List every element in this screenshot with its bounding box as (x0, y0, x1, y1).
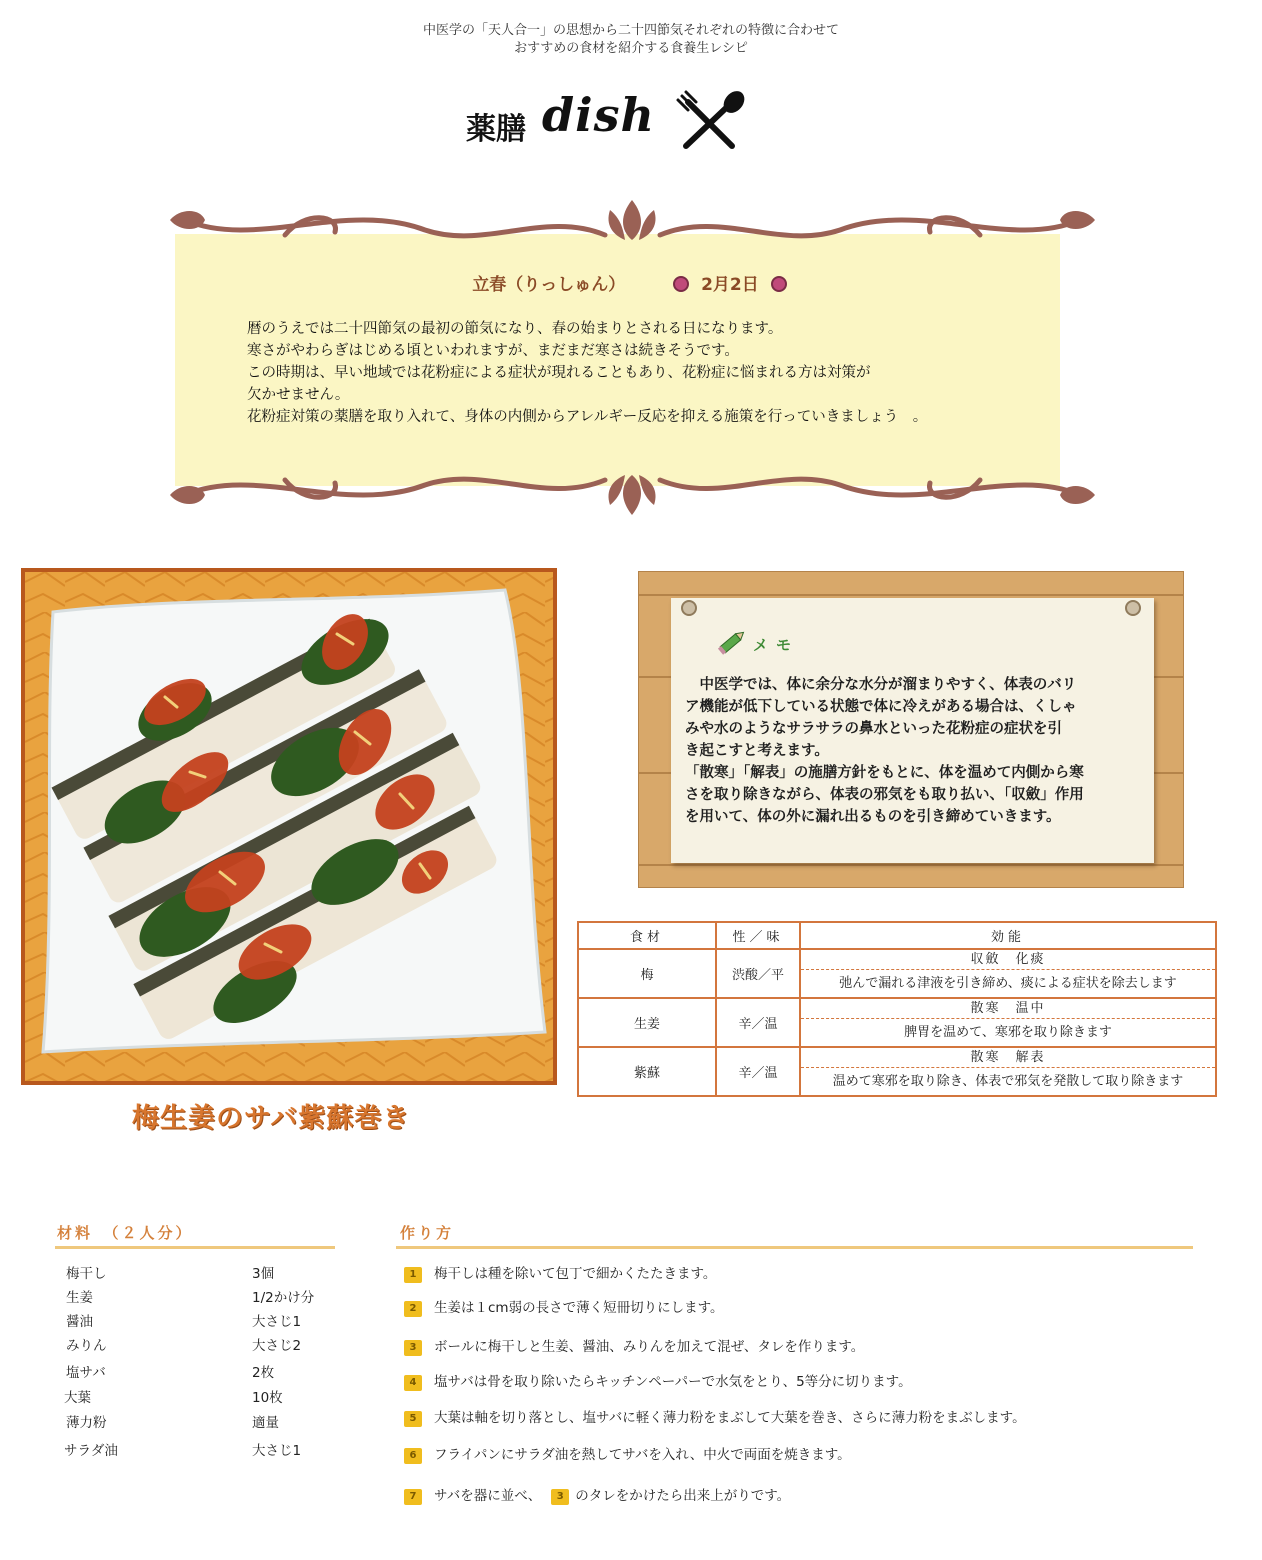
material-name: サラダ油 (64, 1443, 118, 1459)
list-item (66, 1310, 336, 1330)
step-item (404, 1406, 1026, 1427)
cell-taste: 辛／温 (716, 1047, 800, 1096)
step-text: フライパンにサラダ油を熱してサバを入れ、中火で両面を焼きます。 (434, 1447, 851, 1463)
step-number: 4 (404, 1375, 422, 1391)
material-qty: 適量 (252, 1415, 279, 1431)
effect-keywords: 収斂 化痰 (801, 950, 1215, 970)
list-item (66, 1411, 336, 1431)
effect-description: 温めて寒邪を取り除き、体表で邪気を発散して取り除きます (832, 1074, 1184, 1089)
step-text: サバを器に並べ、 (434, 1488, 542, 1504)
table-row (578, 998, 1216, 1047)
fork-spoon-icon (674, 90, 746, 152)
list-item (66, 1361, 336, 1381)
step-number: 1 (404, 1267, 422, 1283)
material-name: 梅干し (66, 1266, 107, 1282)
list-item (66, 1334, 336, 1354)
step-number: 2 (404, 1301, 422, 1317)
list-item (64, 1386, 334, 1406)
steps-title: 作り方 (400, 1224, 455, 1242)
intro-line-2: おすすめの食材を紹介する食養生レシピ (514, 41, 748, 56)
material-qty: 大さじ1 (252, 1443, 302, 1459)
season-line: 暦のうえでは二十四節気の最初の節気になり、春の始まりとされる日になります。 (247, 321, 783, 337)
season-line: 欠かせません。 (247, 387, 350, 403)
step-number: 5 (404, 1411, 422, 1427)
step-text: 梅干しは種を除いて包丁で細かくたたきます。 (434, 1266, 717, 1282)
dish-name: 梅生姜のサバ紫蘇巻き (132, 1103, 411, 1134)
material-qty: 3個 (252, 1266, 275, 1282)
list-item (66, 1286, 336, 1306)
effect-keywords: 散寒 温中 (801, 999, 1215, 1019)
material-qty: 10枚 (252, 1390, 283, 1406)
season-name: 立春（りっしゅん） (472, 275, 626, 295)
brand-word: dish (542, 88, 655, 142)
season-title (165, 270, 1100, 295)
pencil-icon (716, 628, 748, 656)
step-text: 大葉は軸を切り落とし、塩サバに軽く薄力粉をまぶして大葉を巻き、さらに薄力粉をまぶします。 (434, 1410, 1026, 1426)
memo-line: き起こすと考えます。 (685, 743, 829, 759)
memo-line: 中医学では、体に余分な水分が溜まりやすく、体表のバリ (685, 677, 1077, 693)
ingredient-effects-table (577, 921, 1217, 1097)
dish-photo (21, 568, 557, 1085)
pushpin-icon (681, 600, 697, 616)
step-item (404, 1370, 912, 1391)
materials-rule (55, 1246, 335, 1249)
step-text: 塩サバは骨を取り除いたらキッチンペーパーで水気をとり、5等分に切ります。 (434, 1374, 912, 1390)
step-reference-number: 3 (551, 1489, 569, 1505)
step-item (404, 1335, 864, 1356)
material-qty: 2枚 (252, 1365, 275, 1381)
cell-taste: 辛／温 (716, 998, 800, 1047)
cell-food: 生姜 (578, 998, 716, 1047)
brand-kanji: 薬膳 (466, 112, 526, 147)
steps-rule (396, 1246, 1193, 1249)
season-line: 寒さがやわらぎはじめる頃といわれますが、まだまだ寒さは続きそうです。 (247, 343, 739, 359)
cell-food: 梅 (578, 949, 716, 998)
step-item (404, 1484, 790, 1505)
cell-effect (800, 949, 1216, 998)
header-food: 食材 (578, 922, 716, 949)
step-text: ボールに梅干しと生姜、醤油、みりんを加えて混ぜ、タレを作ります。 (434, 1339, 865, 1355)
cell-effect (800, 998, 1216, 1047)
header-taste: 性／味 (716, 922, 800, 949)
memo-line: みや水のようなサラサラの鼻水といった花粉症の症状を引 (685, 721, 1062, 737)
material-name: 醤油 (66, 1314, 93, 1330)
effect-keywords: 散寒 解表 (801, 1048, 1215, 1068)
effect-description: 脾胃を温めて、寒邪を取り除きます (904, 1025, 1112, 1040)
material-name: 薄力粉 (66, 1415, 107, 1431)
memo-line: ア機能が低下している状態で体に冷えがある場合は、くしゃ (685, 699, 1077, 715)
table-row (578, 949, 1216, 998)
table-row (578, 1047, 1216, 1096)
memo-line: を用いて、体の外に漏れ出るものを引き締めていきます。 (685, 809, 1061, 825)
material-qty: 大さじ1 (252, 1314, 302, 1330)
season-card (165, 190, 1100, 525)
material-name: みりん (66, 1338, 107, 1354)
step-text-continued: のタレをかけたら出来上がりです。 (575, 1488, 791, 1504)
list-item (64, 1439, 334, 1459)
intro-line-1: 中医学の「天人合一」の思想から二十四節気それぞれの特徴に合わせて (422, 23, 839, 38)
cell-effect (800, 1047, 1216, 1096)
step-number: 3 (404, 1340, 422, 1356)
season-description (247, 318, 1007, 428)
materials-title: 材料 （２人分） (57, 1224, 194, 1242)
list-item (66, 1262, 336, 1282)
memo-body (685, 674, 1137, 828)
step-item (404, 1296, 724, 1317)
season-date: 2月2日 (701, 275, 759, 295)
season-line: この時期は、早い地域では花粉症による症状が現れることもあり、花粉症に悩まれる方は対策が (247, 365, 871, 381)
step-text: 生姜は１cm弱の長さで薄く短冊切りにします。 (434, 1300, 724, 1316)
memo-line: 「散寒」「解表」の施膳方針をもとに、体を温めて内側から寒 (685, 765, 1084, 781)
header-effect: 効能 (800, 922, 1216, 949)
top-ornament (165, 190, 1100, 250)
pushpin-icon (1125, 600, 1141, 616)
step-number: 6 (404, 1448, 422, 1464)
material-name: 生姜 (66, 1290, 93, 1306)
daruma-icon (673, 276, 689, 292)
step-item (404, 1262, 716, 1283)
step-item (404, 1443, 851, 1464)
brand-logo (462, 86, 762, 152)
daruma-icon (771, 276, 787, 292)
memo-board (638, 571, 1184, 888)
intro-text (0, 22, 1262, 58)
memo-line: さを取り除きながら、体表の邪気をも取り払い、「収斂」作用 (685, 787, 1084, 803)
cell-food: 紫蘇 (578, 1047, 716, 1096)
cell-taste: 渋酸／平 (716, 949, 800, 998)
material-name: 大葉 (64, 1390, 91, 1406)
material-qty: 大さじ2 (252, 1338, 302, 1354)
bottom-ornament (165, 465, 1100, 525)
effect-description: 弛んで漏れる津液を引き締め、痰による症状を除去します (839, 976, 1177, 991)
material-qty: 1/2かけ分 (252, 1290, 315, 1306)
table-header-row (578, 922, 1216, 949)
step-number: 7 (404, 1489, 422, 1505)
memo-title: メモ (753, 636, 800, 654)
season-line: 花粉症対策の薬膳を取り入れて、身体の内側からアレルギー反応を抑える施策を行っていきましょう 。 (247, 409, 928, 425)
material-name: 塩サバ (66, 1365, 106, 1381)
